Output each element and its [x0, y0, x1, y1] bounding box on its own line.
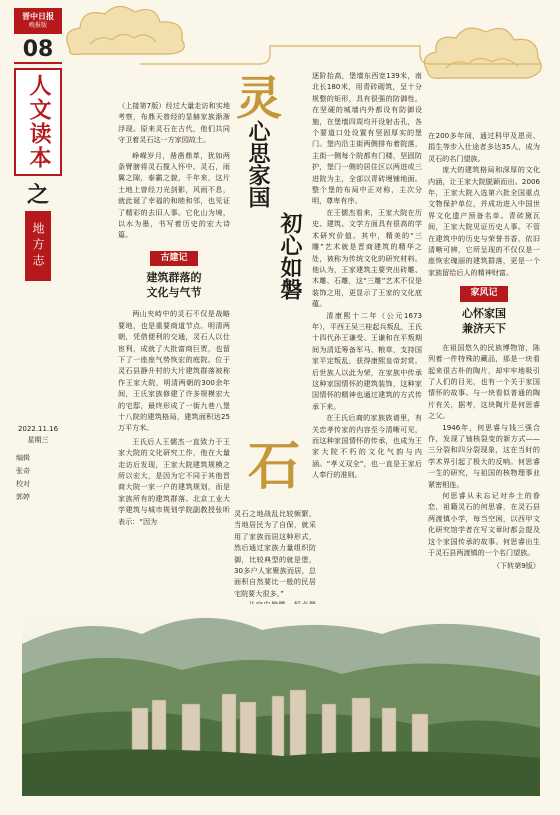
col4-paragraph: 在祖国悠久的民族博物馆，陈列着一件特殊的藏品，那是一块看起来很古朴的陶片，却牢牢地吸引了人们的目光，也有一个关于家国情怀的故事。与一块看似普通的陶片有关，据考，这块陶片是何思睿之父。 [428, 342, 540, 421]
paper-name: 晋中日报 [22, 12, 54, 21]
issue-date-block [14, 424, 62, 446]
masthead [14, 8, 62, 281]
landscape-illustration [22, 604, 540, 796]
col3-paragraph: 逐阶抬高，堡墙东西宽139米，南北长180米，用青砖砌筑，呈十分规整的矩形，具有很强的防御性。在坚硬的城墙内外都设有防御设施，在堡墙四周均开设射击孔，各个要道口处设置有坚固厚实的堡门。堡内沿主街两侧排布着院落，主街一侧每个院都有门楼，坚固防护，堡门一侧的居住区以两进或三进院为主，全部以青砖墁铺地面。整个堡的布局中正对称，主次分明，尊卑有序。 [312, 71, 422, 206]
col4-paragraph: 何思睿从未忘记对乡土的眷恋，祖籍灵石的何思睿，在灵石县两渡镇小学，每当空闲，以西甲文化研究馆学者在写文章时都会提及这个家国传承的故事。何思睿出生于灵石县两渡镇的一个名门望族。 [428, 490, 540, 557]
col3-paragraph: 清康熙十二年（公元1673年），平西王吴三桂起兵叛乱，王氏十四代孙王谦受、王谦和在平叛期间为清廷筹备军马、粮草，支持国家平定叛乱，获得康熙皇帝封赏。后世族人以此为荣，在家族中传承这种家国情怀的建筑装饰，这种家国情怀的精神也通过建筑的方式传承下来。 [312, 310, 422, 411]
col4-paragraph: 1946年，何思睿与钱三强合作，发现了铀核裂变的新方式——三分裂和四分裂现象，这在当时的学术界引起了极大的反响。何思睿一生的研究，与祖国的核物理事业紧密相连。 [428, 422, 540, 489]
editor-name: 郭婷 [16, 493, 30, 501]
subhead-line: 心怀家国 [462, 306, 506, 320]
section-connector: 之 [26, 183, 49, 208]
article-column-3 [312, 70, 422, 610]
col1-paragraph: 峥嵘岁月，凿凿鼎革，犹如两条臂膀将灵石揽入怀中。灵石，雨翼之隙，泰霸之貌，千年来，这片土地上曾经刀光剑影，风雨不息，就此诞了幸福的和睦和邻，也见证了精彩的去旧人事。它化山为境，以水为墨，书写着历史的宏大诗篇。 [118, 150, 230, 240]
col1-paragraph: 两山夹峙中的灵石不仅是战略要地，也是重要商道节点。明清两朝，凭借便利的交通，灵石人以仕宦利，成就了大批富商巨贾，也留下了一座座气势恢宏的庭院。位于灵石县静升村的大片建筑群落被称作王家大院，明清两朝的300余年间，王氏家族修建了许多规模宏大的宅邸，最终形成了一街九巷八堡十八院的建筑格局，建筑面积达25万平方米。 [118, 309, 230, 433]
editor-name: 张奇 [16, 467, 30, 475]
subhead-block-1 [118, 270, 230, 300]
article-column-1 [118, 100, 230, 527]
col3-paragraph: 在王氏后裔的家族族谱里，有关忠孝传家的内容至今清晰可见，而这种家国情怀的传承，也成为王家大院不朽的文化气韵与内涵。“孝义双全”，也一直是王家后人奉行的准则。 [312, 413, 422, 480]
issue-weekday: 星期三 [27, 436, 49, 444]
continued-note: （下转第9版） [492, 561, 540, 571]
issue-date: 2022.11.16 [17, 425, 59, 433]
col2-paragraph: 灵石之地战乱比较频繁，当地居民为了自保，就采用了家族而居这种形式，然后通过家族力量组织防御，比较典型的就是堡，30多户人家聚族而居，总面积自然要比一般的民居宅院要大很多。” [234, 509, 316, 598]
paper-sub: 晚报版 [28, 22, 47, 29]
col3-paragraph: 在王儒杰看来，王家大院在历史、建筑、文学方面具有很高的学术研究价值。其中，精美的“三雕”艺术就是晋商建筑的精华之处，被称为传统文化的研究材料。他认为，王家建筑主要突出砖雕、木雕、石雕，这“三雕”艺术不仅是装饰之用，更显示了王家的文化底蕴。 [312, 207, 422, 309]
col4-paragraph: 在200多年间，通过科甲及恩贡、捐生等步入仕途者多达35人，成为灵石的名门望族。 [428, 131, 540, 163]
article-column-4 [428, 130, 540, 610]
subhead-line: 建筑群落的 [146, 271, 202, 285]
col4-paragraph: 庞大的建筑格局和深厚的文化内涵，让王家大院脱颖而出。2006年，王家大院入选第六批全国重点文物保护单位，并成功进入中国世界文化遗产预备名单。青砖黛瓦间，王家大院见证历史人事。不管在建筑中的历史与荣誉书香，依旧清晰可辨，它所呈现的不仅仅是一座恢宏瑰丽的建筑群落，更是一个家族留给后人的精神财富。 [428, 165, 540, 277]
subhead-line: 文化与气节 [146, 286, 202, 300]
headline-line-1: 心思家国 [245, 120, 270, 208]
headline-line-2: 初心如磐 [277, 212, 302, 300]
headline-vertical [236, 62, 306, 502]
section-label-guji: 古建记 [150, 251, 197, 266]
col1-paragraph: 王氏后人王儒杰一直致力于王家大院的文化研究工作，他在大量走访后发现，王家大院建筑规模之所以宏大，是因为它不同于其他晋商大院一家一户的建筑规划，而是家族所有的建筑群落。北京工业大学建筑与城市规划学院副教授张昕表示：“因为 [118, 436, 230, 526]
decorative-line-top [140, 40, 540, 70]
editors-block [16, 452, 58, 504]
headline-char-bottom: 石 [248, 437, 301, 497]
headline-char-top: 灵 [236, 71, 282, 125]
editor-line: 校对 [16, 480, 30, 488]
subhead-line: 兼济天下 [462, 321, 506, 335]
editor-line: 编辑 [16, 454, 30, 462]
section-label-jiafeng: 家风记 [460, 286, 507, 301]
paper-logo [14, 8, 62, 34]
subhead-block-2 [428, 306, 540, 336]
landscape-photo [22, 604, 540, 796]
section-title: 人文读本 [14, 68, 62, 176]
col1-intro: （上接第7版）经过大量走访和实地考察，布鼎天曾经的显赫家族渐渐浮现。原来灵石在古代，他们共同守卫着灵石这一方家园故土。 [118, 101, 230, 145]
subsection-title: 地方志 [25, 211, 51, 281]
page-number: 08 [14, 38, 62, 64]
